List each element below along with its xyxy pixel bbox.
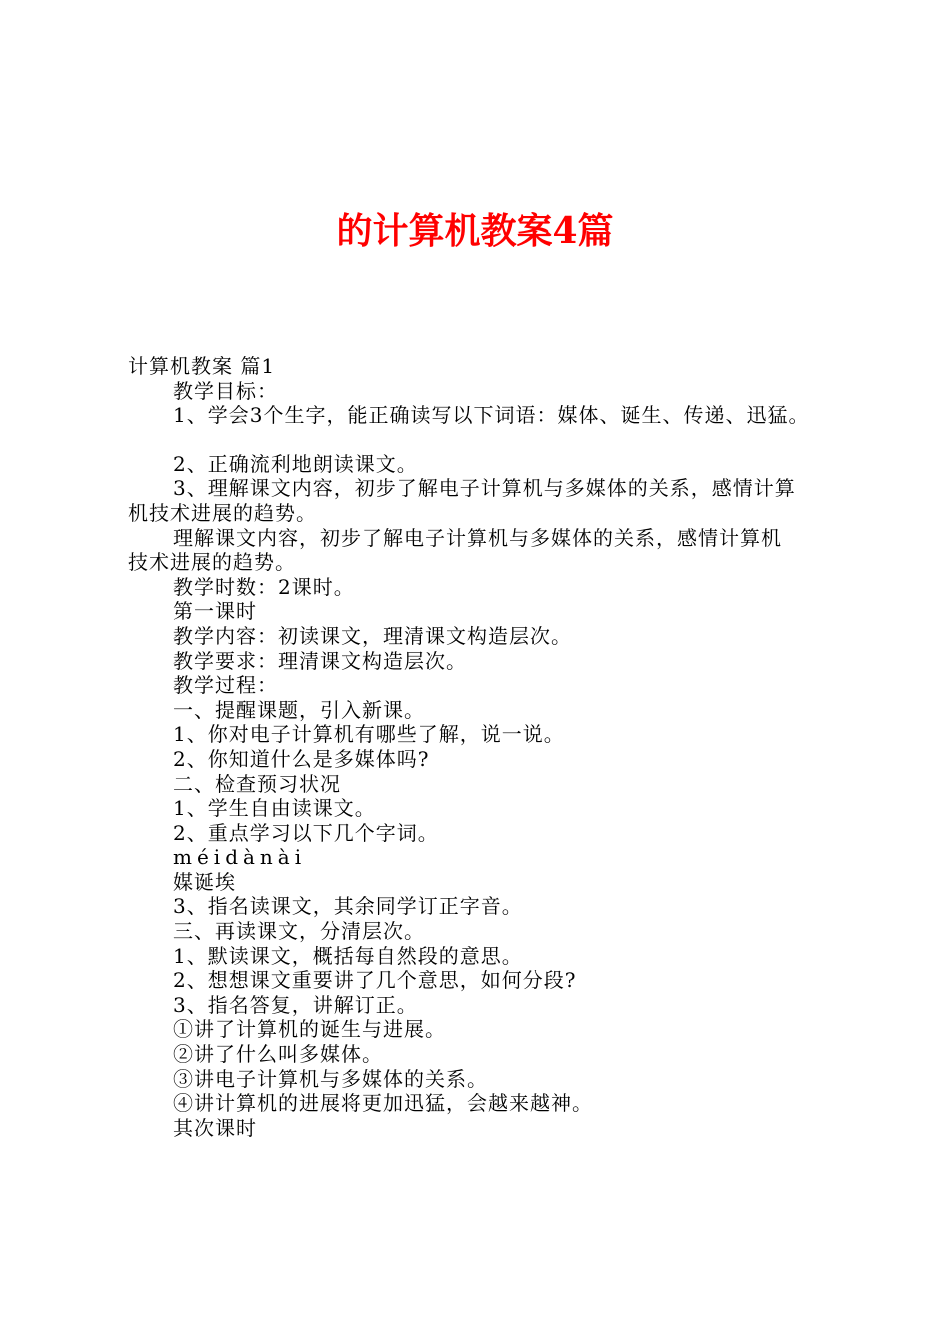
document-title: 的计算机教案4篇 bbox=[336, 210, 614, 252]
text-line: 2、想想课文重要讲了几个意思，如何分段? bbox=[173, 968, 577, 993]
text-line: 第一课时 bbox=[173, 599, 257, 624]
text-line: 机技术进展的趋势。 bbox=[128, 500, 317, 525]
text-line: 教学时数：2课时。 bbox=[173, 574, 355, 599]
text-line: 教学目标： bbox=[173, 378, 278, 403]
text-line: 3、指名答复，讲解订正。 bbox=[173, 992, 418, 1017]
text-line: 二、检查预习状况 bbox=[173, 771, 341, 796]
text-line: 2、重点学习以下几个字词。 bbox=[173, 820, 439, 845]
text-line: 1、学生自由读课文。 bbox=[173, 796, 376, 821]
text-line: 理解课文内容，初步了解电子计算机与多媒体的关系，感情计算机 bbox=[173, 525, 782, 550]
text-line: 其次课时 bbox=[173, 1115, 257, 1140]
text-line: 2、你知道什么是多媒体吗? bbox=[173, 746, 430, 771]
text-line: 技术进展的趋势。 bbox=[128, 550, 296, 575]
text-line: 3、理解课文内容，初步了解电子计算机与多媒体的关系，感情计算 bbox=[173, 476, 796, 501]
pinyin-line: méidànài bbox=[173, 845, 307, 870]
text-line: ①讲了计算机的诞生与进展。 bbox=[173, 1017, 446, 1042]
text-line: ③讲电子计算机与多媒体的关系。 bbox=[173, 1066, 488, 1091]
text-line: 教学内容：初读课文，理清课文构造层次。 bbox=[173, 623, 572, 648]
text-line: 一、提醒课题，引入新课。 bbox=[173, 697, 425, 722]
text-line: 媒诞埃 bbox=[173, 869, 236, 894]
document-body bbox=[128, 354, 852, 1140]
section-heading: 计算机教案 篇1 bbox=[128, 354, 276, 378]
text-line: 三、再读课文，分清层次。 bbox=[173, 919, 425, 944]
text-line: 1、你对电子计算机有哪些了解，说一说。 bbox=[173, 722, 565, 747]
text-line: ④讲计算机的进展将更加迅猛，会越来越神。 bbox=[173, 1091, 593, 1116]
text-line: ②讲了什么叫多媒体。 bbox=[173, 1042, 383, 1067]
text-line: 1、默读课文，概括每自然段的意思。 bbox=[173, 943, 523, 968]
blank-line bbox=[128, 428, 852, 452]
text-line: 教学过程： bbox=[173, 673, 278, 698]
text-line: 3、指名读课文，其余同学订正字音。 bbox=[173, 894, 523, 919]
text-line: 2、正确流利地朗读课文。 bbox=[173, 451, 418, 476]
text-line: 1、学会3个生字，能正确读写以下词语：媒体、诞生、传递、迅猛。 bbox=[173, 403, 810, 428]
text-line: 教学要求：理清课文构造层次。 bbox=[173, 648, 467, 673]
